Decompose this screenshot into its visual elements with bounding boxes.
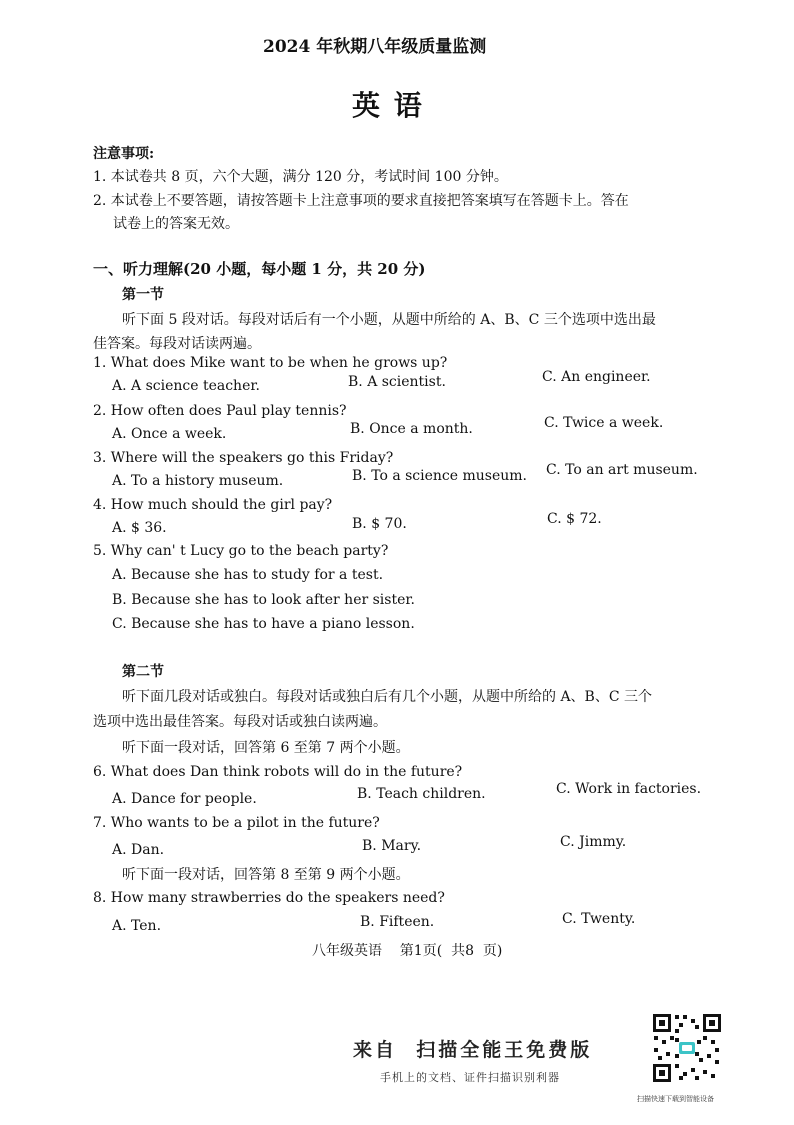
dialog-intro-6-7: 听下面一段对话，回答第 6 至第 7 两个小题。 bbox=[122, 740, 410, 756]
section2-title: 第二节 bbox=[122, 664, 164, 680]
question-8: 8. How many strawberries do the speakers need? bbox=[93, 890, 445, 906]
question-2-option-a: A. Once a week. bbox=[112, 426, 227, 442]
question-4-option-c: C. $ 72. bbox=[547, 511, 602, 527]
question-4-option-a: A. $ 36. bbox=[112, 520, 167, 536]
question-3-option-b: B. To a science museum. bbox=[352, 468, 527, 484]
notice-heading: 注意事项: bbox=[93, 146, 155, 162]
question-5-option-c: C. Because she has to have a piano lesson. bbox=[112, 616, 415, 632]
question-1: 1. What does Mike want to be when he grows up? bbox=[93, 355, 448, 371]
question-3: 3. Where will the speakers go this Friday? bbox=[93, 450, 394, 466]
question-5-option-a: A. Because she has to study for a test. bbox=[112, 567, 384, 583]
question-1-option-c: C. An engineer. bbox=[542, 369, 651, 385]
question-4-option-b: B. $ 70. bbox=[352, 516, 407, 532]
notice-line-2: 2. 本试卷上不要答题，请按答题卡上注意事项的要求直接把答案填写在答题卡上。答在 bbox=[93, 193, 629, 209]
watermark-sub: 手机上的文档、证件扫描识别利器 bbox=[380, 1071, 560, 1084]
question-5-option-b: B. Because she has to look after her sister. bbox=[112, 592, 415, 608]
question-8-option-c: C. Twenty. bbox=[562, 911, 636, 927]
question-3-option-c: C. To an art museum. bbox=[546, 462, 698, 478]
section2-instruction-1: 听下面几段对话或独白。每段对话或独白后有几个小题，从题中所给的 A、B、C 三个 bbox=[122, 689, 653, 705]
question-3-option-a: A. To a history museum. bbox=[112, 473, 284, 489]
question-6-option-b: B. Teach children. bbox=[357, 786, 486, 802]
subject-title: 英 语 bbox=[352, 89, 424, 122]
section2-instruction-2: 选项中选出最佳答案。每段对话或独白读两遍。 bbox=[93, 714, 387, 730]
dialog-intro-8-9: 听下面一段对话，回答第 8 至第 9 两个小题。 bbox=[122, 867, 410, 883]
notice-line-1: 1. 本试卷共 8 页，六个大题，满分 120 分，考试时间 100 分钟。 bbox=[93, 169, 508, 185]
qr-code-icon[interactable] bbox=[651, 1012, 723, 1084]
page-footer: 八年级英语 第1页( 共8 页) bbox=[312, 943, 503, 959]
question-4: 4. How much should the girl pay? bbox=[93, 497, 333, 513]
qr-caption: 扫描快速下载到智能设备 bbox=[637, 1095, 714, 1103]
question-2: 2. How often does Paul play tennis? bbox=[93, 403, 347, 419]
question-8-option-a: A. Ten. bbox=[112, 918, 162, 934]
question-2-option-c: C. Twice a week. bbox=[544, 415, 664, 431]
question-1-option-b: B. A scientist. bbox=[348, 374, 446, 390]
question-1-option-a: A. A science teacher. bbox=[112, 378, 260, 394]
question-5: 5. Why can' t Lucy go to the beach party? bbox=[93, 543, 389, 559]
section1-instruction-2: 佳答案。每段对话读两遍。 bbox=[93, 336, 261, 352]
notice-line-3: 试卷上的答案无效。 bbox=[113, 216, 239, 232]
watermark-main: 来自 扫描全能王免费版 bbox=[353, 1039, 593, 1061]
question-7-option-a: A. Dan. bbox=[112, 842, 165, 858]
part1-heading: 一、听力理解(20 小题，每小题 1 分，共 20 分) bbox=[93, 260, 426, 278]
question-7-option-b: B. Mary. bbox=[362, 838, 422, 854]
section1-instruction-1: 听下面 5 段对话。每段对话后有一个小题，从题中所给的 A、B、C 三个选项中选出最 bbox=[122, 312, 656, 328]
question-6: 6. What does Dan think robots will do in the future? bbox=[93, 764, 463, 780]
question-7-option-c: C. Jimmy. bbox=[560, 834, 627, 850]
question-7: 7. Who wants to be a pilot in the future? bbox=[93, 815, 380, 831]
question-6-option-c: C. Work in factories. bbox=[556, 781, 702, 797]
question-6-option-a: A. Dance for people. bbox=[112, 791, 257, 807]
section1-title: 第一节 bbox=[122, 287, 164, 303]
question-2-option-b: B. Once a month. bbox=[350, 421, 473, 437]
question-8-option-b: B. Fifteen. bbox=[360, 914, 435, 930]
exam-title: 2024 年秋期八年级质量监测 bbox=[263, 37, 487, 57]
